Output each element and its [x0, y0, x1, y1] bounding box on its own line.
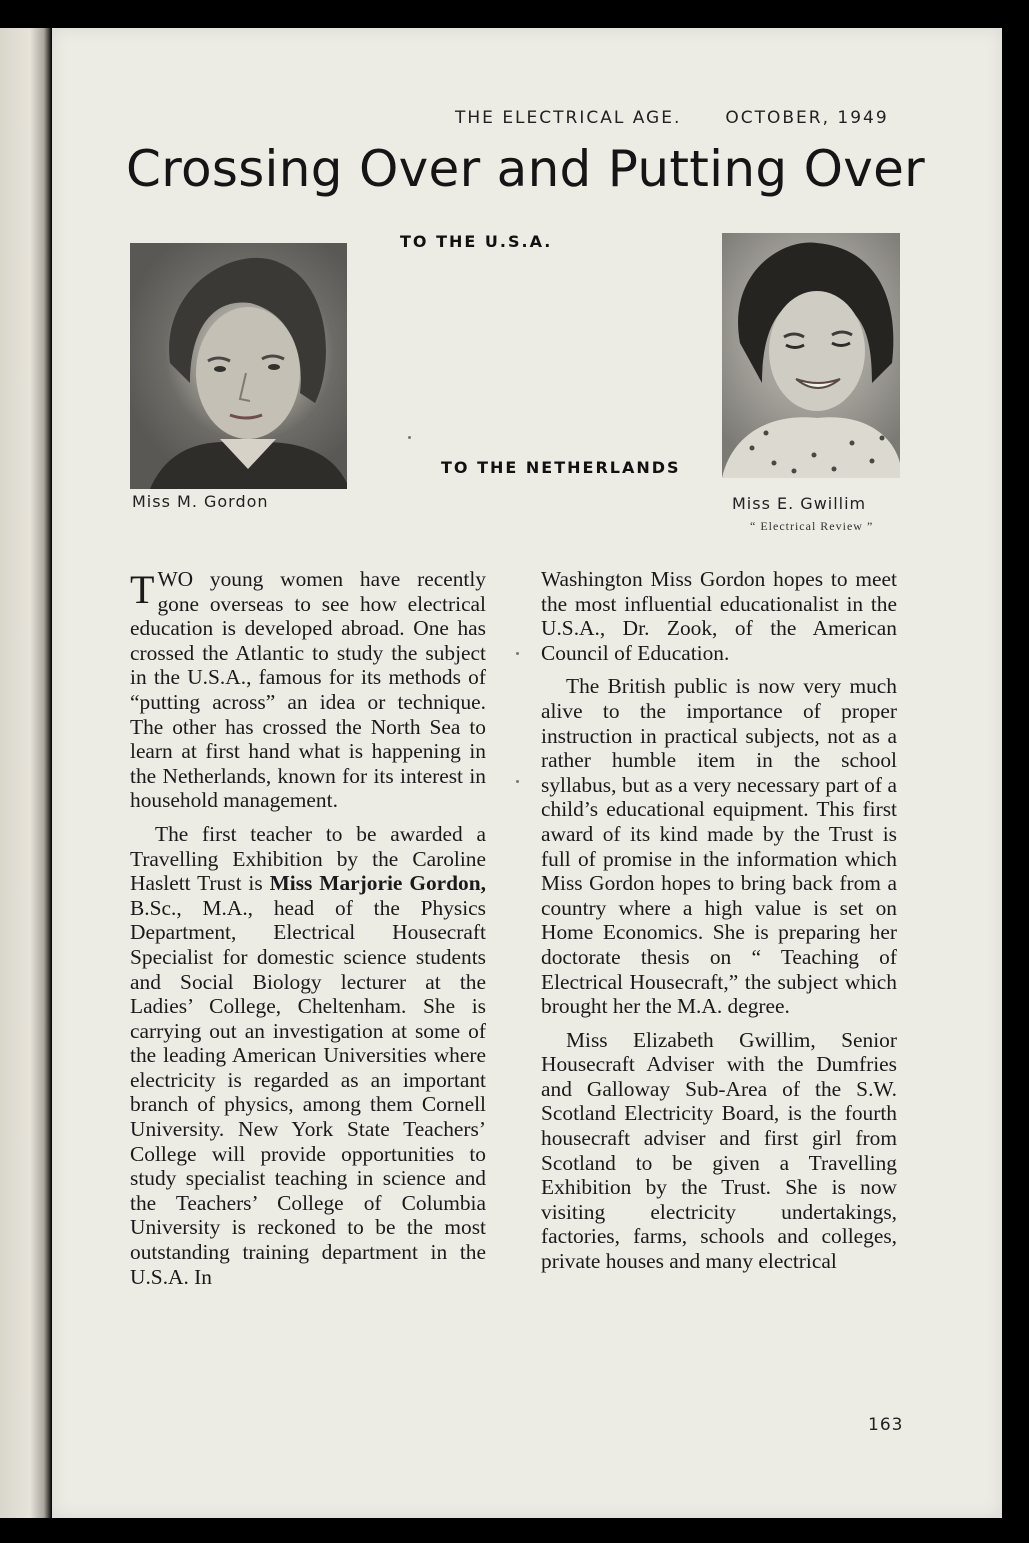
- running-head: [455, 108, 889, 128]
- portrait-gwillim: [722, 233, 900, 478]
- subheading-netherlands: TO THE NETHERLANDS: [441, 458, 681, 477]
- portrait-gwillim-illustration: [722, 233, 900, 478]
- paragraph-intro-text: WO young women have recently gone overseas to see how electrical education is developed abroad. One has crossed the Atlantic to study the subject in the U.S.A., famous for its methods of “putting across” an idea or technique. The other has crossed the North Sea to learn at first hand what is happening in the Netherlands, known for its interest in household management.: [130, 567, 486, 813]
- paragraph-gordon: [130, 822, 486, 1289]
- right-column: [541, 567, 897, 1283]
- paragraph-gordon-after: B.Sc., M.A., head of the Physics Department, Electrical Housecraft Specialist for domestic science students and Social Biology lecturer at the Ladies’ College, Cheltenham. She is carrying out an investigation at some of the leading American Universities where electricity is regarded as an important branch of physics, among them Cornell University. New York State Teachers’ College will provide opportunities to study specialist teaching in science and the Teachers’ College of Columbia University is reckoned to be the most outstanding training department in the U.S.A. In: [130, 895, 486, 1289]
- paragraph-british-public: The British public is now very much alive to the importance of proper instruction in practical subjects, not as a rather humble item in the school syllabus, but as a very necessary part of a child’s educational equipment. This first award of its kind made by the Trust is full of promise in the information which Miss Gordon hopes to bring back from a country where a high value is set on Home Economics. She is preparing her doctorate thesis on “ Teaching of Electrical Housecraft,” the subject which brought her the M.A. degree.: [541, 674, 897, 1019]
- portrait-gordon-illustration: [130, 243, 347, 489]
- subheading-usa: TO THE U.S.A.: [400, 232, 553, 251]
- publication-name: THE ELECTRICAL AGE.: [455, 108, 682, 128]
- drop-cap: T: [130, 567, 155, 612]
- left-column: [130, 567, 486, 1298]
- paragraph-intro: [130, 567, 486, 813]
- photo-credit: “ Electrical Review ”: [750, 519, 874, 533]
- print-speck: [516, 652, 519, 655]
- gordon-name: Miss Marjorie Gordon,: [269, 871, 486, 896]
- paragraph-gwillim: Miss Elizabeth Gwillim, Senior Housecraft Adviser with the Dumfries and Galloway Sub-Area of the S.W. Scotland Electricity Board, is the fourth housecraft adviser and first girl from Scotland to be given a Travelling Exhibition by the Trust. She is now visiting electricity undertakings, factories, farms, schools and colleges, private houses and many electrical: [541, 1027, 897, 1274]
- portrait-gordon: [130, 243, 347, 489]
- page-number: 163: [868, 1415, 904, 1435]
- caption-gwillim: Miss E. Gwillim: [732, 494, 867, 513]
- paragraph-gordon-continued: Washington Miss Gordon hopes to meet the most influential educationalist in the U.S.A., Dr. Zook, of the American Council of Education.: [541, 567, 897, 665]
- paragraph-gordon-before: The first teacher to be awarded a Travelling Exhibition by the Caroline Haslett Trust is: [130, 821, 486, 896]
- print-speck: [516, 780, 519, 783]
- issue-date: OCTOBER, 1949: [725, 108, 889, 128]
- print-speck: [408, 436, 411, 439]
- article-title: Crossing Over and Putting Over: [126, 140, 926, 198]
- caption-gordon: Miss M. Gordon: [132, 492, 269, 511]
- book-gutter: [0, 28, 52, 1518]
